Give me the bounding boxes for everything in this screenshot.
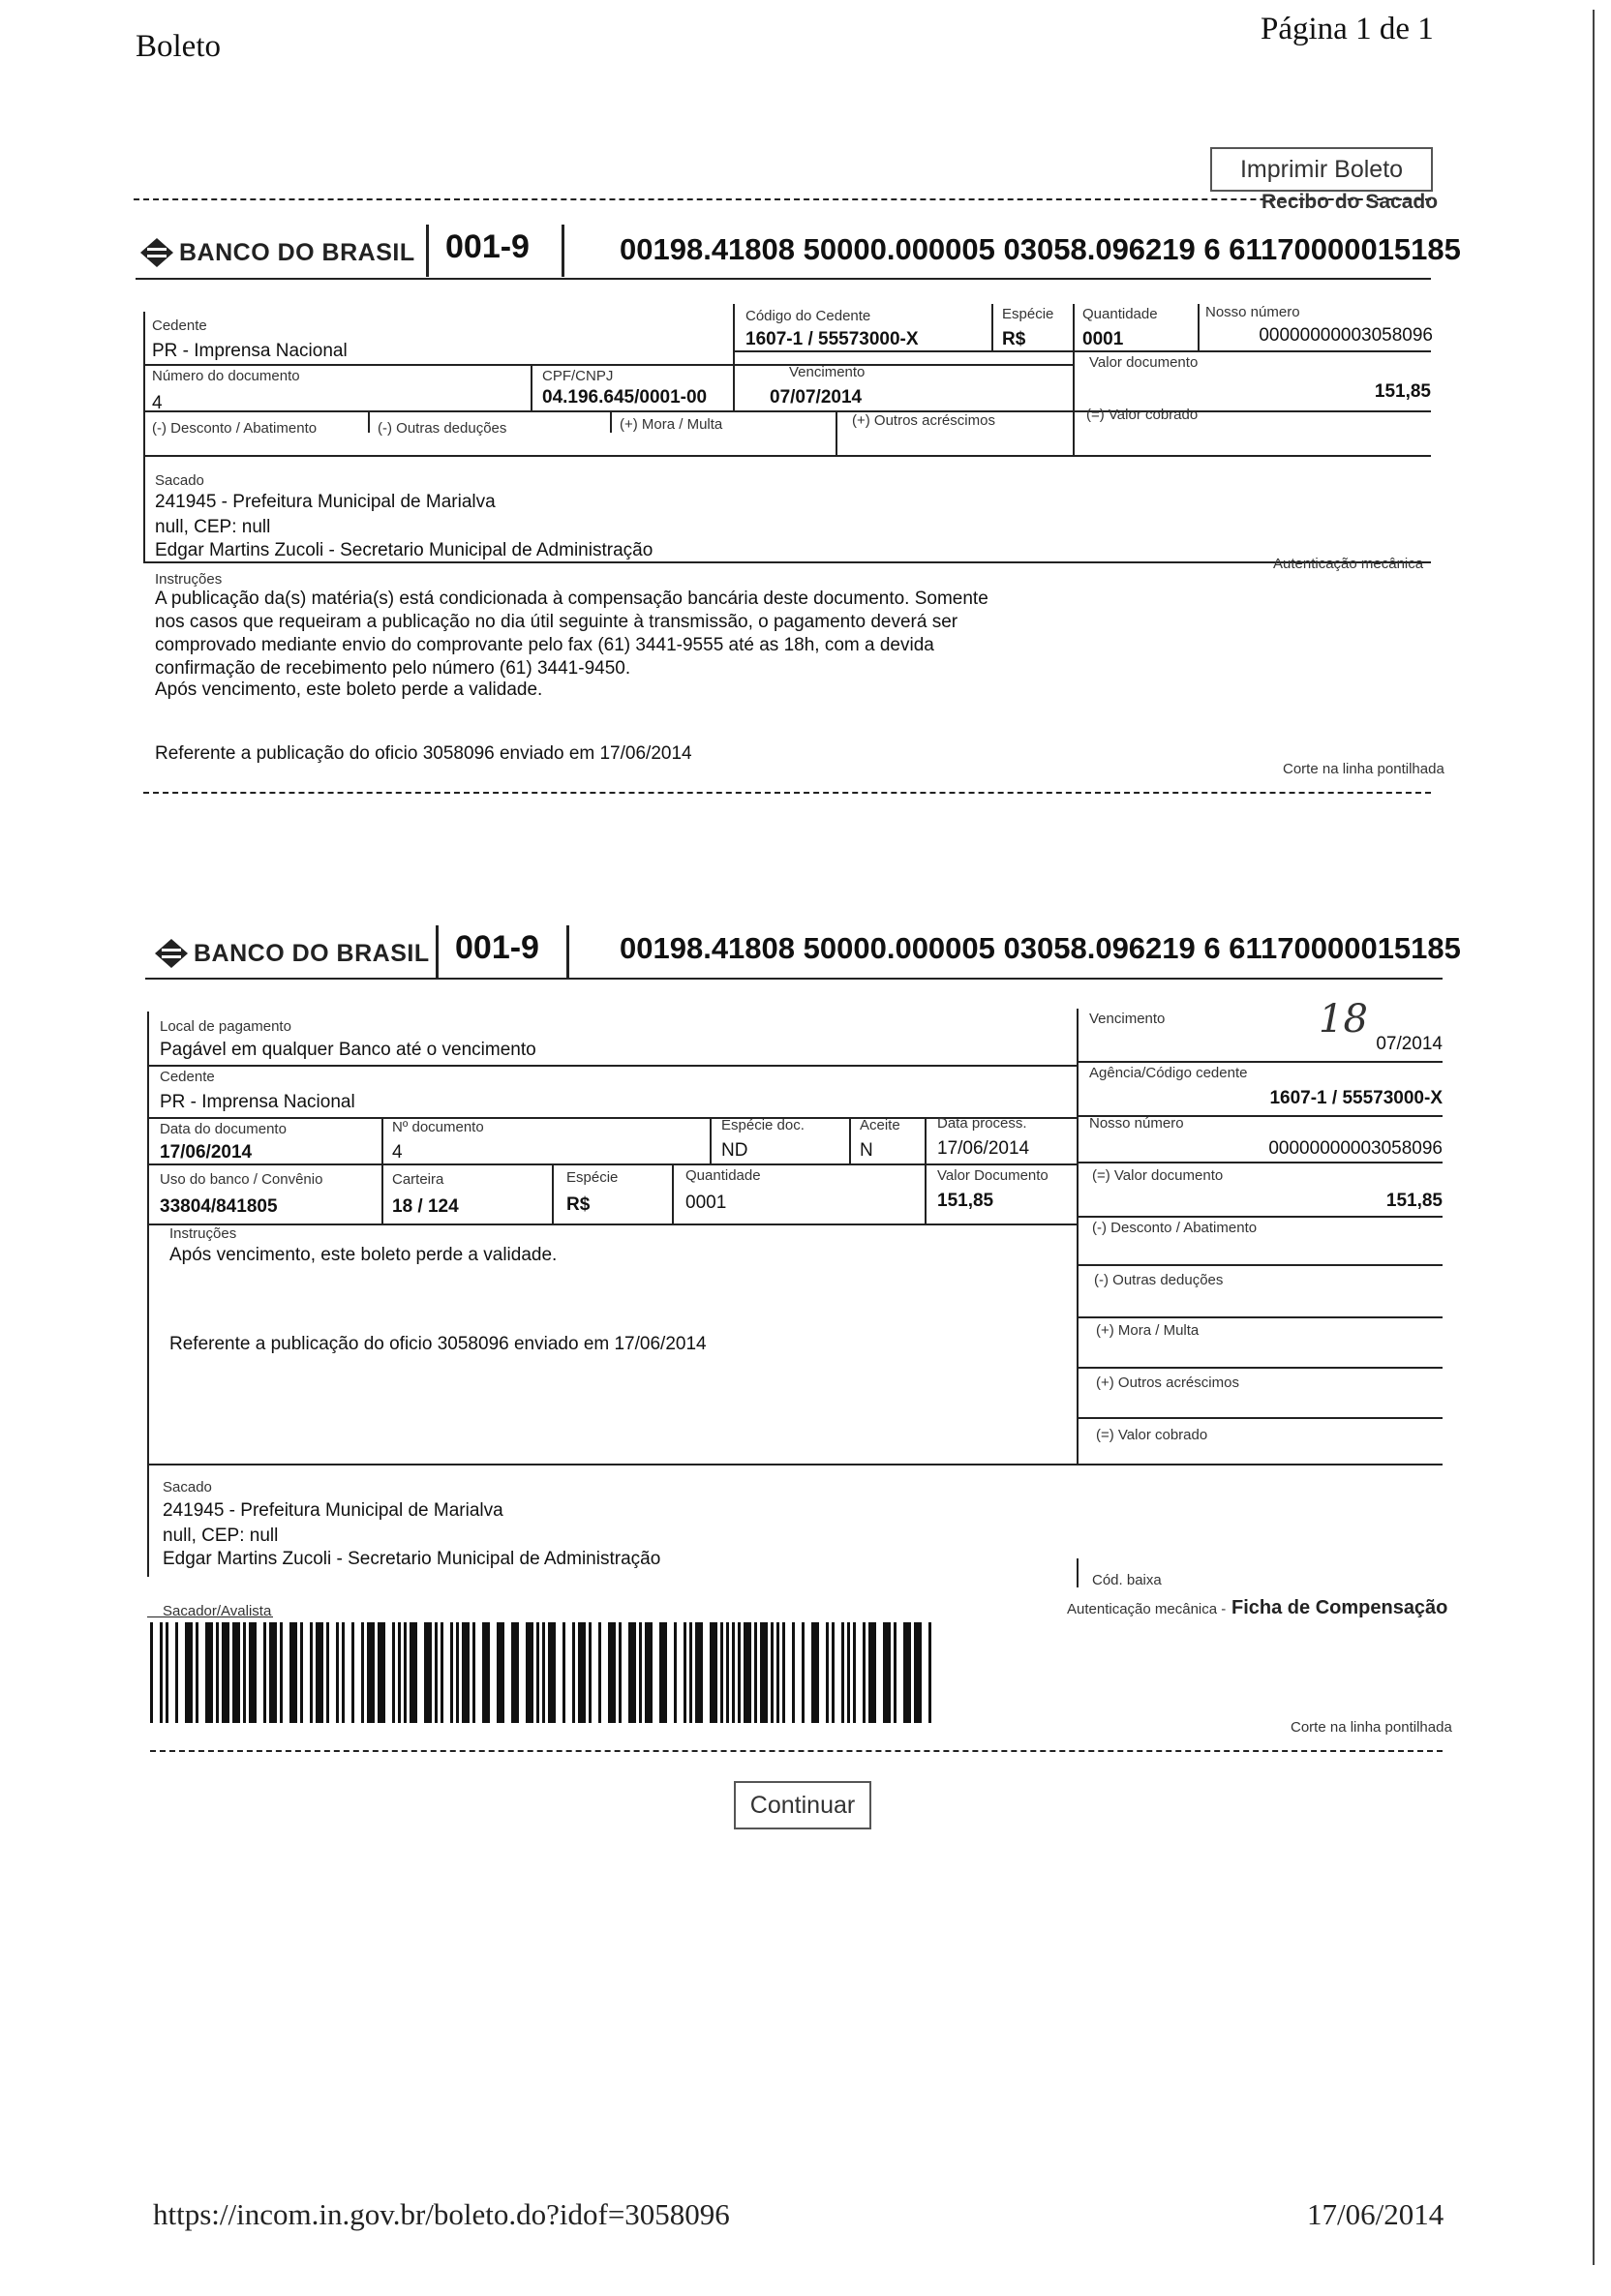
bank-logo-icon — [155, 939, 188, 968]
barcode-bar — [378, 1622, 385, 1723]
grid-line — [991, 304, 993, 350]
barcode-bar — [316, 1622, 323, 1723]
barcode-bar — [289, 1622, 297, 1723]
sacado-line-2: null, CEP: null — [155, 517, 271, 537]
autenticacao-label: Autenticação mecânica - — [1067, 1601, 1227, 1617]
grid-line — [143, 455, 1431, 457]
referente-text: Referente a publicação do oficio 3058096 enviado em 17/06/2014 — [155, 743, 692, 764]
cedente-label: Cedente — [160, 1069, 215, 1085]
barcode-bar — [404, 1622, 407, 1723]
barcode-bar — [249, 1622, 257, 1723]
codigo-cedente-label: Código do Cedente — [745, 308, 871, 324]
sacado-line-2: null, CEP: null — [163, 1526, 279, 1546]
grid-line — [531, 366, 532, 410]
linha-digitavel: 00198.41808 50000.000005 03058.096219 6 61170000015185 — [620, 232, 1461, 266]
data-documento-label: Data do documento — [160, 1121, 287, 1137]
especie-label: Espécie — [566, 1169, 619, 1186]
data-process-value: 17/06/2014 — [937, 1138, 1030, 1159]
barcode-bar — [150, 1622, 153, 1723]
barcode-bar — [782, 1622, 785, 1723]
barcode-bar — [776, 1622, 779, 1723]
barcode-bar — [542, 1622, 545, 1723]
sacado-label: Sacado — [163, 1479, 212, 1495]
mora-multa-label: (+) Mora / Multa — [1096, 1322, 1200, 1339]
cut-line — [143, 792, 1431, 794]
referente-text: Referente a publicação do oficio 3058096 enviado em 17/06/2014 — [169, 1334, 707, 1354]
barcode-bar — [367, 1622, 375, 1723]
grid-line — [1073, 304, 1075, 455]
recibo-title: Recibo do Sacado — [1261, 191, 1439, 213]
barcode-bar — [336, 1622, 339, 1723]
n-documento-label: Nº documento — [392, 1119, 484, 1135]
carteira-label: Carteira — [392, 1171, 444, 1188]
page-edge — [1593, 10, 1595, 2265]
grid-line — [710, 1119, 712, 1163]
outros-acrescimos-label: (+) Outros acréscimos — [852, 412, 995, 429]
valor-documento-value: 151,85 — [1385, 1191, 1443, 1211]
barcode-bar — [398, 1622, 401, 1723]
linha-digitavel: 00198.41808 50000.000005 03058.096219 6 61170000015185 — [620, 931, 1461, 965]
valor-documento-label: (=) Valor documento — [1092, 1167, 1224, 1184]
barcode-bar — [732, 1622, 735, 1723]
sacado-line-1: 241945 - Prefeitura Municipal de Marialva — [163, 1500, 503, 1521]
valor-cobrado-label: (=) Valor cobrado — [1086, 407, 1199, 423]
sacado-line-1: 241945 - Prefeitura Municipal de Marialva — [155, 492, 496, 512]
outros-acrescimos-label: (+) Outros acréscimos — [1096, 1375, 1239, 1391]
outras-deducoes-label: (-) Outras deduções — [1094, 1272, 1224, 1288]
data-process-label: Data process. — [937, 1115, 1027, 1132]
barcode-bar — [847, 1622, 850, 1723]
especie-value: R$ — [566, 1194, 591, 1215]
barcode-bar — [811, 1622, 819, 1723]
bank-logo-icon — [140, 238, 173, 267]
grid-line — [610, 411, 612, 433]
instrucoes-line-2: nos casos que requeiram a publicação no dia útil seguinte à transmissão, o pagamento deverá ser — [155, 612, 958, 632]
barcode-bar — [619, 1622, 622, 1723]
grid-line — [849, 1119, 851, 1163]
barcode-bar — [832, 1622, 835, 1723]
barcode-bar — [589, 1622, 592, 1723]
barcode-bar — [243, 1622, 246, 1723]
codigo-cedente-value: 1607-1 / 55573000-X — [745, 329, 919, 349]
vencimento-value: 07/07/2014 — [770, 387, 863, 408]
bank-divider-left — [436, 925, 439, 978]
barcode-bar — [441, 1622, 443, 1723]
barcode-bar — [435, 1622, 438, 1723]
outras-deducoes-label: (-) Outras deduções — [378, 420, 507, 437]
cut-line-top — [134, 198, 1431, 200]
sacado-label: Sacado — [155, 472, 204, 489]
barcode-bar — [269, 1622, 277, 1723]
grid-line — [925, 1119, 927, 1224]
barcode-bar — [760, 1622, 768, 1723]
grid-line — [1077, 1417, 1443, 1419]
grid-line — [1077, 1216, 1443, 1218]
barcode-bar — [894, 1622, 897, 1723]
barcode-bar — [628, 1622, 636, 1723]
page-header-title: Boleto — [136, 29, 221, 64]
barcode-bar — [216, 1622, 219, 1723]
barcode-bar — [562, 1622, 565, 1723]
continue-button[interactable]: Continuar — [734, 1781, 871, 1829]
barcode-bar — [572, 1622, 575, 1723]
bank-code: 001-9 — [445, 228, 530, 265]
grid-line — [147, 1616, 273, 1617]
bank-name: BANCO DO BRASIL — [179, 238, 415, 266]
grid-line — [552, 1165, 554, 1224]
valor-documento-value: 151,85 — [1374, 381, 1431, 402]
barcode-bar — [903, 1622, 911, 1723]
barcode-bar — [928, 1622, 931, 1723]
barcode-bar — [883, 1622, 891, 1723]
barcode-bar — [689, 1622, 692, 1723]
barcode-bar — [802, 1622, 805, 1723]
barcode-bar — [280, 1622, 283, 1723]
nosso-numero-value: 00000000003058096 — [1259, 325, 1433, 346]
barcode-bar — [598, 1622, 601, 1723]
ficha-title: Ficha de Compensação — [1231, 1597, 1448, 1618]
uso-banco-value: 33804/841805 — [160, 1196, 278, 1217]
mora-multa-label: (+) Mora / Multa — [620, 416, 723, 433]
barcode-bar — [175, 1622, 178, 1723]
handwritten-note: 18 — [1319, 997, 1368, 1042]
grid-line — [1077, 1316, 1443, 1318]
grid-line — [147, 1065, 1077, 1067]
grid-line — [143, 364, 1073, 366]
barcode-bar — [472, 1622, 475, 1723]
sacador-label: Sacador/Avalista — [163, 1603, 272, 1619]
barcode-bar — [326, 1622, 329, 1723]
grid-line — [1077, 1367, 1443, 1369]
especie-doc-label: Espécie doc. — [721, 1117, 805, 1133]
cut-line — [150, 1750, 1443, 1752]
barcode-bar — [578, 1622, 586, 1723]
barcode-bar — [511, 1622, 519, 1723]
bank-code: 001-9 — [455, 929, 539, 966]
barcode-bar — [497, 1622, 504, 1723]
grid-line — [733, 304, 735, 410]
nosso-numero-value: 00000000003058096 — [1268, 1138, 1443, 1159]
quantidade-label: Quantidade — [685, 1167, 761, 1184]
desconto-label: (-) Desconto / Abatimento — [152, 420, 318, 437]
grid-line — [1077, 1061, 1443, 1063]
aceite-label: Aceite — [860, 1117, 900, 1133]
barcode-bar — [639, 1622, 642, 1723]
valor-cobrado-label: (=) Valor cobrado — [1096, 1427, 1208, 1443]
grid-line — [143, 561, 1431, 563]
barcode-bar — [868, 1622, 876, 1723]
vencimento-label: Vencimento — [1089, 1011, 1166, 1027]
especie-label: Espécie — [1002, 306, 1054, 322]
bank-divider-right — [566, 925, 569, 978]
barcode-bar — [674, 1622, 677, 1723]
barcode-bar — [548, 1622, 556, 1723]
nosso-numero-label: Nosso número — [1205, 304, 1300, 320]
page-number: Página 1 de 1 — [1261, 12, 1434, 46]
barcode-bar — [482, 1622, 490, 1723]
barcode-bar — [536, 1622, 539, 1723]
barcode-bar — [863, 1622, 866, 1723]
barcode-bar — [196, 1622, 198, 1723]
instrucoes-line-3: comprovado mediante envio do comprovante pelo fax (61) 3441-9555 até as 18h, com a devida — [155, 635, 934, 655]
header-rule — [136, 278, 1431, 280]
nosso-numero-label: Nosso número — [1089, 1115, 1184, 1132]
numero-documento-value: 4 — [152, 393, 163, 413]
barcode-bar — [185, 1622, 193, 1723]
cpf-cnpj-label: CPF/CNPJ — [542, 368, 614, 384]
local-pagamento-value: Pagável em qualquer Banco até o vencimento — [160, 1040, 536, 1060]
barcode-bar — [166, 1622, 168, 1723]
barcode-bar — [914, 1622, 922, 1723]
grid-line — [147, 1464, 1443, 1465]
numero-documento-label: Número do documento — [152, 368, 300, 384]
grid-line — [147, 1012, 149, 1577]
barcode-bar — [738, 1622, 741, 1723]
barcode-bar — [645, 1622, 653, 1723]
barcode-bar — [351, 1622, 354, 1723]
barcode-bar — [424, 1622, 432, 1723]
barcode-bar — [361, 1622, 364, 1723]
data-documento-value: 17/06/2014 — [160, 1142, 253, 1163]
barcode-bar — [456, 1622, 459, 1723]
barcode-bar — [450, 1622, 453, 1723]
grid-line — [143, 312, 145, 563]
grid-line — [147, 1163, 1077, 1165]
barcode-bar — [659, 1622, 667, 1723]
header-rule — [145, 978, 1443, 980]
valor-doc-value: 151,85 — [937, 1191, 994, 1211]
quantidade-value: 0001 — [685, 1193, 727, 1213]
agencia-label: Agência/Código cedente — [1089, 1065, 1248, 1081]
grid-line — [143, 410, 1431, 412]
barcode — [150, 1622, 939, 1723]
grid-line — [672, 1165, 674, 1224]
barcode-bar — [526, 1622, 533, 1723]
bank-name: BANCO DO BRASIL — [194, 939, 430, 967]
local-pagamento-label: Local de pagamento — [160, 1018, 291, 1035]
bank-divider-right — [562, 225, 564, 277]
barcode-bar — [205, 1622, 213, 1723]
grid-line — [836, 411, 837, 455]
cedente-value: PR - Imprensa Nacional — [152, 341, 348, 361]
quantidade-value: 0001 — [1082, 329, 1124, 349]
barcode-bar — [232, 1622, 240, 1723]
quantidade-label: Quantidade — [1082, 306, 1158, 322]
grid-line — [368, 411, 370, 433]
grid-line — [1198, 304, 1200, 350]
bank-logo-2 — [155, 939, 430, 968]
bank-logo — [140, 238, 415, 267]
footer-date: 17/06/2014 — [1307, 2197, 1444, 2231]
instrucoes-line-5: Após vencimento, este boleto perde a validade. — [155, 680, 543, 700]
grid-line — [147, 1224, 1077, 1225]
instrucoes-label: Instruções — [155, 571, 223, 588]
barcode-bar — [342, 1622, 345, 1723]
barcode-bar — [841, 1622, 844, 1723]
cpf-cnpj-value: 04.196.645/0001-00 — [542, 387, 708, 408]
barcode-bar — [160, 1622, 163, 1723]
barcode-bar — [826, 1622, 829, 1723]
grid-line — [381, 1119, 383, 1224]
instrucoes-label: Instruções — [169, 1225, 237, 1242]
valor-documento-label: Valor documento — [1089, 354, 1199, 371]
barcode-bar — [792, 1622, 795, 1723]
barcode-bar — [695, 1622, 703, 1723]
barcode-bar — [462, 1622, 470, 1723]
barcode-bar — [744, 1622, 751, 1723]
autenticacao-label: Autenticação mecânica — [1273, 556, 1424, 572]
grid-line — [1077, 1264, 1443, 1266]
cedente-value: PR - Imprensa Nacional — [160, 1092, 355, 1112]
sacado-line-3: Edgar Martins Zucoli - Secretario Municipal de Administração — [155, 540, 654, 560]
corte-label: Corte na linha pontilhada — [1291, 1719, 1452, 1736]
instrucoes-line-1: Após vencimento, este boleto perde a validade. — [169, 1245, 558, 1265]
barcode-bar — [710, 1622, 717, 1723]
bank-divider-left — [426, 225, 429, 277]
barcode-bar — [392, 1622, 395, 1723]
vencimento-value: 07/2014 — [1376, 1034, 1443, 1054]
print-button[interactable]: Imprimir Boleto — [1210, 147, 1433, 192]
sacado-line-3: Edgar Martins Zucoli - Secretario Municipal de Administração — [163, 1549, 661, 1569]
instrucoes-line-4: confirmação de recebimento pelo número (61) 3441-9450. — [155, 658, 631, 679]
agencia-value: 1607-1 / 55573000-X — [1269, 1088, 1443, 1108]
instrucoes-line-1: A publicação da(s) matéria(s) está condicionada à compensação bancária deste documento. Somente — [155, 589, 988, 609]
cod-baixa-label: Cód. baixa — [1092, 1572, 1162, 1588]
barcode-bar — [771, 1622, 774, 1723]
especie-value: R$ — [1002, 329, 1026, 349]
barcode-bar — [410, 1622, 417, 1723]
grid-line — [1077, 1009, 1079, 1464]
aceite-value: N — [860, 1140, 873, 1161]
especie-doc-value: ND — [721, 1140, 748, 1161]
desconto-label: (-) Desconto / Abatimento — [1092, 1220, 1258, 1236]
grid-line — [734, 350, 1431, 352]
footer-url: https://incom.in.gov.br/boleto.do?idof=3058096 — [153, 2197, 730, 2231]
carteira-value: 18 / 124 — [392, 1196, 459, 1217]
barcode-bar — [853, 1622, 856, 1723]
grid-line — [1077, 1162, 1443, 1163]
n-documento-value: 4 — [392, 1142, 403, 1163]
barcode-bar — [300, 1622, 303, 1723]
grid-line — [1077, 1558, 1079, 1587]
barcode-bar — [310, 1622, 313, 1723]
valor-doc-label: Valor Documento — [937, 1167, 1049, 1184]
cedente-label: Cedente — [152, 317, 207, 334]
barcode-bar — [684, 1622, 686, 1723]
barcode-bar — [608, 1622, 616, 1723]
barcode-bar — [754, 1622, 757, 1723]
vencimento-label: Vencimento — [789, 364, 866, 380]
uso-banco-label: Uso do banco / Convênio — [160, 1171, 323, 1188]
barcode-bar — [222, 1622, 229, 1723]
corte-label: Corte na linha pontilhada — [1283, 761, 1444, 777]
barcode-bar — [726, 1622, 729, 1723]
barcode-bar — [720, 1622, 723, 1723]
barcode-bar — [263, 1622, 266, 1723]
